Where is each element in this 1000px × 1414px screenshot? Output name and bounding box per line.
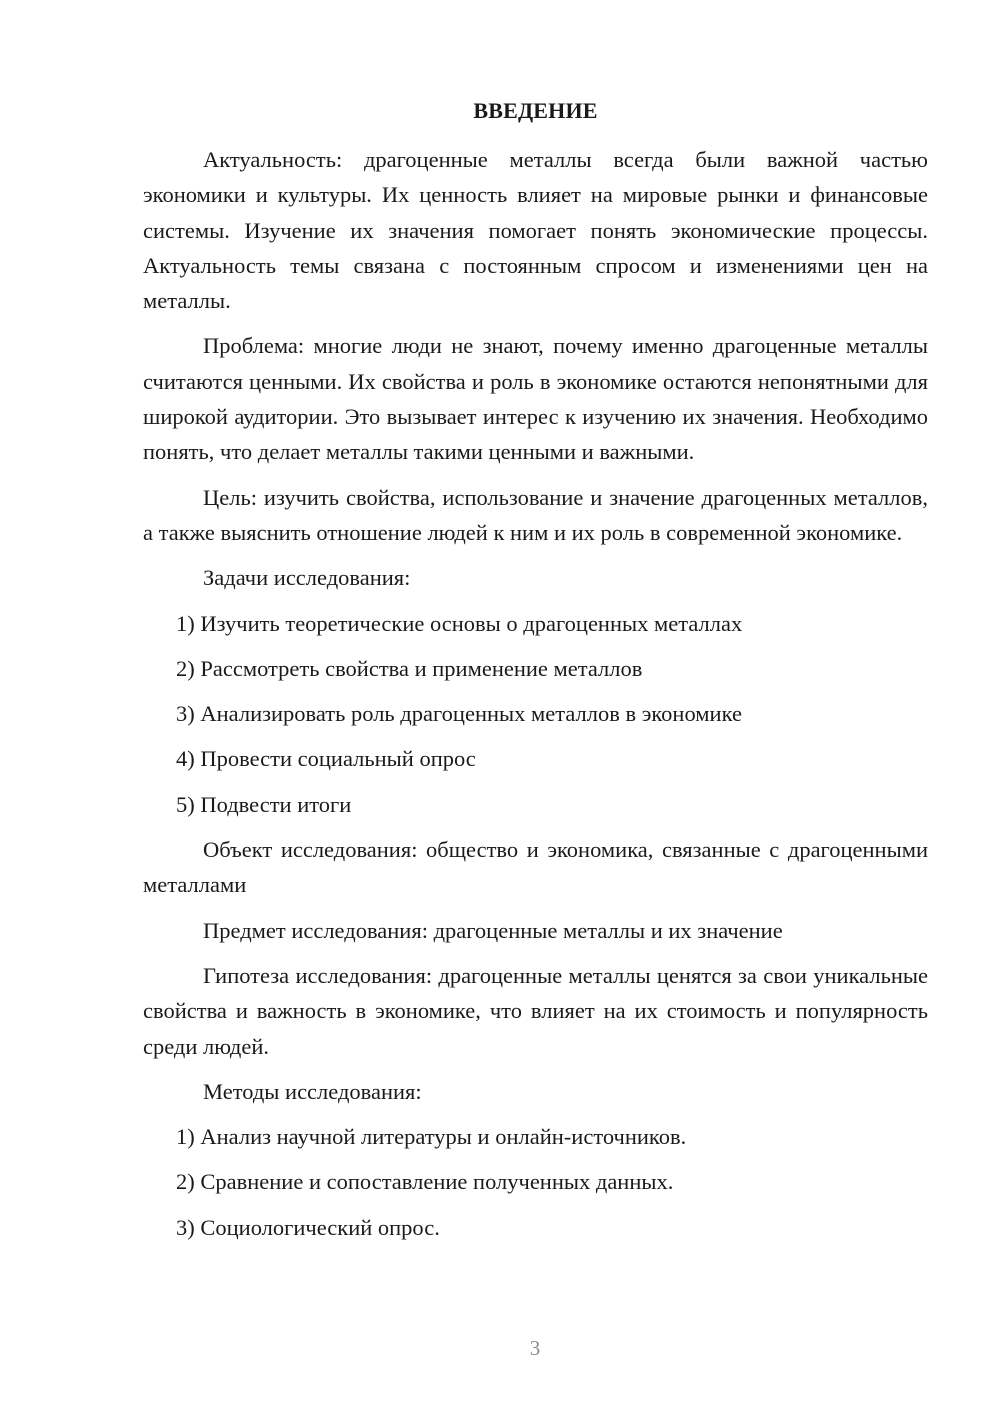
- document-body: [143, 142, 928, 1255]
- method-item: 3) Социологический опрос.: [176, 1214, 440, 1240]
- problem-paragraph: Проблема: многие люди не знают, почему именно драгоценные металлы считаются ценными. Их свойства и роль в экономике остаются непонятными для широкой аудитории. Это вызывает интерес к изучению их значения. Необходимо понять, что делает металлы такими ценными и важными.: [143, 333, 928, 465]
- task-item: 1) Изучить теоретические основы о драгоценных металлах: [176, 610, 743, 636]
- task-item: 5) Подвести итоги: [176, 791, 352, 817]
- task-item: 2) Рассмотреть свойства и применение металлов: [176, 655, 643, 681]
- relevance-paragraph: Актуальность: драгоценные металлы всегда были важной частью экономики и культуры. Их ценность влияет на мировые рынки и финансовые системы. Изучение их значения помогает понять экономические процессы. Актуальность темы связана с постоянным спросом и изменениями цен на металлы.: [143, 147, 928, 314]
- method-item: 1) Анализ научной литературы и онлайн-источников.: [176, 1124, 687, 1150]
- hypothesis-paragraph: Гипотеза исследования: драгоценные металлы ценятся за свои уникальные свойства и важность в экономике, что влияет на их стоимость и популярность среди людей.: [143, 962, 928, 1059]
- task-item: 3) Анализировать роль драгоценных металлов в экономике: [176, 701, 742, 727]
- method-item: 2) Сравнение и сопоставление полученных данных.: [176, 1169, 674, 1195]
- subject-paragraph: Предмет исследования: драгоценные металлы и их значение: [203, 917, 783, 943]
- tasks-label: Задачи исследования:: [203, 565, 411, 591]
- goal-paragraph: Цель: изучить свойства, использование и значение драгоценных металлов, а также выяснить отношение людей к ним и их роль в современной экономике.: [143, 484, 928, 545]
- task-item: 4) Провести социальный опрос: [176, 746, 476, 772]
- page-number: 3: [529, 1336, 541, 1360]
- methods-label: Методы исследования:: [203, 1078, 422, 1104]
- object-paragraph: Объект исследования: общество и экономика, связанные с драгоценными металлами: [143, 837, 928, 898]
- section-heading: ВВЕДЕНИЕ: [473, 98, 598, 123]
